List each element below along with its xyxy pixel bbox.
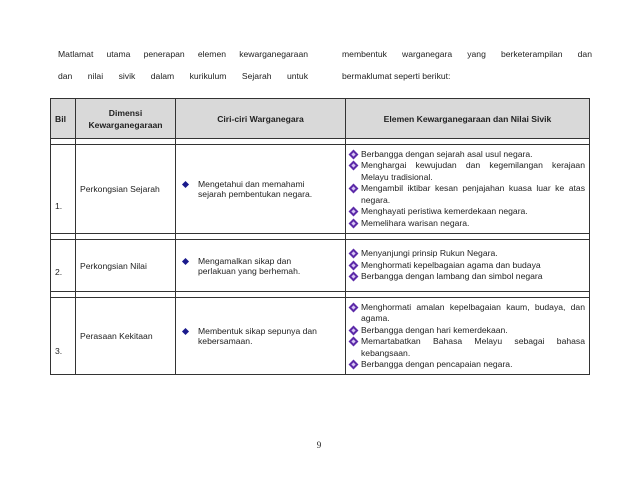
elemen-item: Memelihara warisan negara. — [361, 217, 470, 228]
diamond-bullet-icon — [350, 151, 357, 158]
citizenship-elements-table — [50, 98, 590, 375]
ciri-text-line: Mengetahui dan memahami — [198, 179, 305, 189]
elemen-item: Menghayati peristiwa kemerdekaan negara. — [361, 206, 528, 217]
row-dimensi: Perkongsian Nilai — [76, 240, 176, 292]
elemen-item: Menghormati amalan kepelbagaian kaum, budaya, dan agama. — [361, 301, 585, 323]
row-number: 2. — [51, 240, 76, 292]
ciri-text-line: kebersamaan. — [198, 336, 253, 346]
bullet-icon — [182, 257, 189, 264]
elemen-item: Menyanjungi prinsip Rukun Negara. — [361, 248, 498, 259]
intro-line: membentuk warganegara yang berketerampilan dan — [342, 49, 592, 59]
intro-line: Matlamat utama penerapan elemen kewarganegaraan — [58, 49, 308, 59]
row-ciri — [176, 145, 346, 234]
diamond-bullet-icon — [350, 250, 357, 257]
ciri-text-line: perlakuan yang berhemah. — [198, 265, 301, 276]
intro-paragraph — [58, 43, 590, 87]
diamond-bullet-icon — [350, 361, 357, 368]
table-header-row — [51, 99, 590, 139]
ciri-text-line: Membentuk sikap sepunya dan — [198, 326, 317, 336]
elemen-item: Menghormati kepelbagaian agama dan budaya — [361, 259, 541, 270]
table-row — [51, 145, 590, 234]
ciri-text-line: Mengamalkan sikap dan — [198, 255, 292, 266]
elemen-item: Berbangga dengan sejarah asal usul negara. — [361, 148, 533, 159]
header-dimensi-line1: Dimensi — [108, 107, 143, 118]
intro-line: bermaklumat seperti berikut: — [342, 71, 451, 81]
row-elemen — [346, 145, 590, 234]
intro-right-column — [342, 43, 592, 87]
header-dimensi — [76, 99, 176, 139]
header-bil: Bil — [51, 99, 76, 139]
row-elemen — [346, 240, 590, 292]
intro-line: dan nilai sivik dalam kurikulum Sejarah untuk — [58, 71, 308, 81]
row-ciri — [176, 298, 346, 375]
diamond-bullet-icon — [350, 304, 357, 311]
elemen-item: Menghargai kewujudan dan kegemilangan kerajaan Melayu tradisional. — [361, 160, 585, 182]
diamond-bullet-icon — [350, 220, 357, 227]
diamond-bullet-icon — [350, 185, 357, 192]
ciri-text-line: sejarah pembentukan negara. — [198, 189, 313, 199]
row-elemen — [346, 298, 590, 375]
row-number: 1. — [51, 145, 76, 234]
diamond-bullet-icon — [350, 273, 357, 280]
elemen-item: Berbangga dengan pencapaian negara. — [361, 359, 513, 369]
header-dimensi-line2: Kewarganegaraan — [88, 119, 163, 130]
elemen-item: Mengambil iktibar kesan penjajahan kuasa luar ke atas negara. — [361, 183, 585, 205]
header-elemen: Elemen Kewarganegaraan dan Nilai Sivik — [346, 99, 590, 139]
diamond-bullet-icon — [350, 327, 357, 334]
row-ciri — [176, 240, 346, 292]
row-number: 3. — [51, 298, 76, 375]
intro-left-column — [58, 43, 308, 87]
row-dimensi: Perkongsian Sejarah — [76, 145, 176, 234]
row-dimensi: Perasaan Kekitaan — [76, 298, 176, 375]
diamond-bullet-icon — [350, 338, 357, 345]
elemen-item: Memartabatkan Bahasa Melayu sebagai bahasa kebangsaan. — [361, 336, 585, 358]
diamond-bullet-icon — [350, 208, 357, 215]
diamond-bullet-icon — [350, 262, 357, 269]
bullet-icon — [182, 181, 189, 188]
bullet-icon — [182, 328, 189, 335]
page-number: 9 — [316, 440, 322, 450]
table-row — [51, 298, 590, 375]
elemen-item: Berbangga dengan lambang dan simbol negara — [361, 271, 543, 282]
header-ciri: Ciri-ciri Warganegara — [176, 99, 346, 139]
diamond-bullet-icon — [350, 162, 357, 169]
elemen-item: Berbangga dengan hari kemerdekaan. — [361, 324, 508, 335]
table-row — [51, 240, 590, 292]
